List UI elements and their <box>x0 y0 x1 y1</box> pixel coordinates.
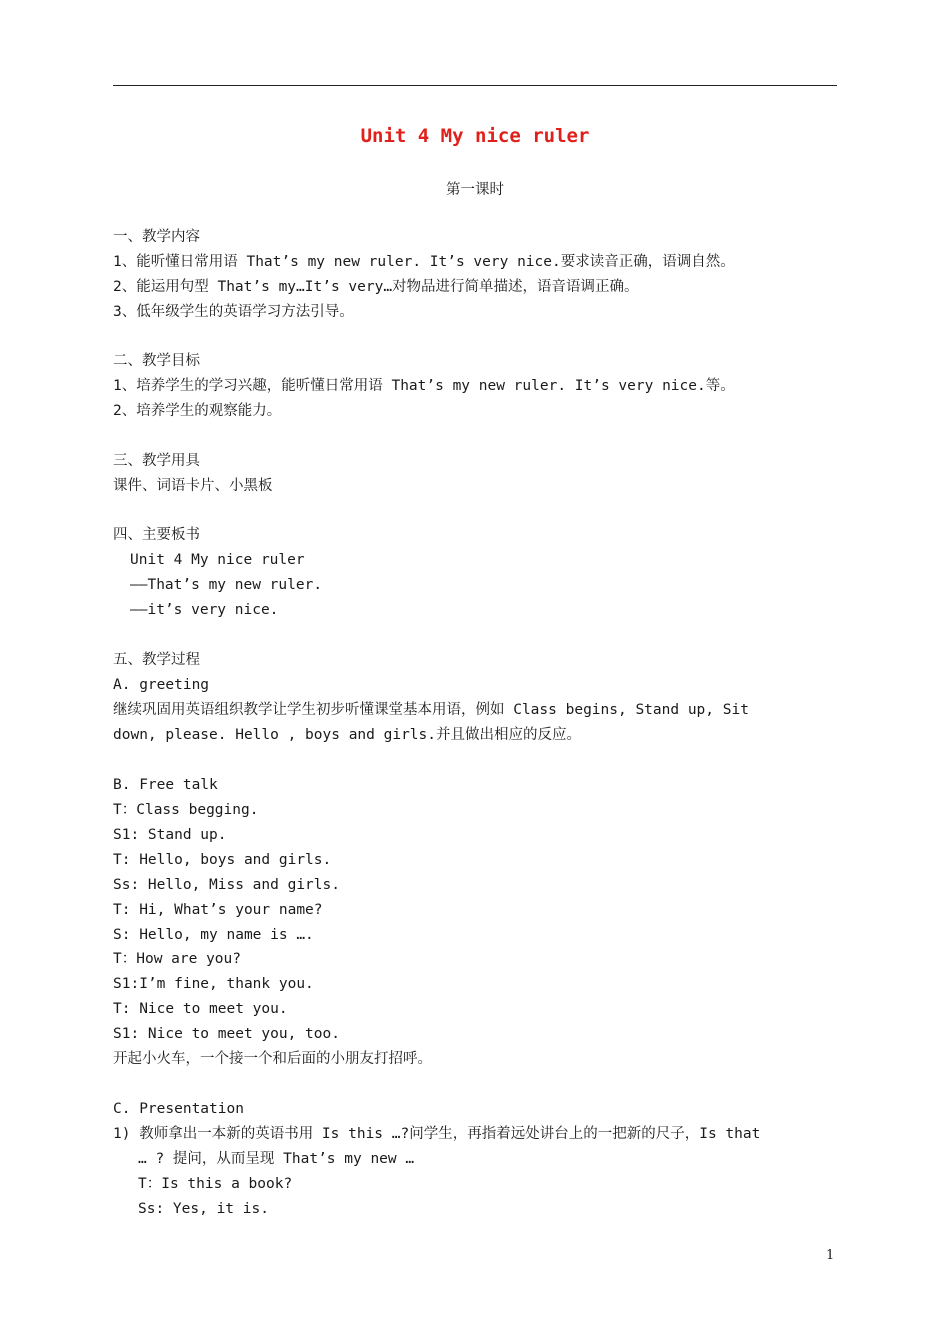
dialog-line: T：Is this a book? <box>138 1176 293 1192</box>
paragraph-line: 继续巩固用英语组织教学让学生初步听懂课堂基本用语，例如 Class begins, Stand up, Sit <box>113 702 749 718</box>
tools-text: 课件、词语卡片、小黑板 <box>113 478 273 494</box>
board-line: ——That’s my new ruler. <box>130 577 323 593</box>
paragraph-line: 1) 教师拿出一本新的英语书用 Is this …?问学生，再指着远处讲台上的一把新的尺子，Is that <box>113 1126 761 1142</box>
paragraph-line: 开起小火车，一个接一个和后面的小朋友打招呼。 <box>113 1051 432 1067</box>
paragraph-line: down, please. Hello , boys and girls.并且做出相应的反应。 <box>113 727 581 743</box>
dialog-line: S1: Stand up. <box>113 827 227 843</box>
step-label: C. Presentation <box>113 1101 244 1117</box>
dialog-line: S1:I’m fine, thank you. <box>113 976 314 992</box>
dialog-line: T：Class begging. <box>113 802 259 818</box>
section-heading: 三、教学用具 <box>113 453 200 469</box>
list-item: 3、低年级学生的英语学习方法引导。 <box>113 304 354 320</box>
section-heading: 四、主要板书 <box>113 527 200 543</box>
dialog-line: T: Hi, What’s your name? <box>113 902 323 918</box>
list-item: 2、能运用句型 That’s my…It’s very…对物品进行简单描述，语音语调正确。 <box>113 279 639 295</box>
list-item: 1、培养学生的学习兴趣，能听懂日常用语 That’s my new ruler. It’s very nice.等。 <box>113 378 735 394</box>
section-heading: 五、教学过程 <box>113 652 200 668</box>
lesson-subtitle: 第一课时 <box>446 182 504 198</box>
dialog-line: T: Nice to meet you. <box>113 1001 288 1017</box>
list-item: 1、能听懂日常用语 That’s my new ruler. It’s very nice.要求读音正确，语调自然。 <box>113 254 735 270</box>
section-heading: 一、教学内容 <box>113 229 200 245</box>
dialog-line: S: Hello, my name is …. <box>113 927 314 943</box>
dialog-line: Ss: Hello, Miss and girls. <box>113 877 340 893</box>
dialog-line: Ss: Yes, it is. <box>138 1201 269 1217</box>
board-line: ——it’s very nice. <box>130 602 279 618</box>
header-rule <box>113 85 837 86</box>
paragraph-line: … ? 提问，从而呈现 That’s my new … <box>138 1151 415 1167</box>
page-title: Unit 4 My nice ruler <box>360 125 590 147</box>
board-line: Unit 4 My nice ruler <box>130 552 305 568</box>
section-heading: 二、教学目标 <box>113 353 200 369</box>
dialog-line: T: Hello, boys and girls. <box>113 852 332 868</box>
page-number: 1 <box>826 1248 835 1263</box>
dialog-line: T：How are you? <box>113 951 241 967</box>
step-label: A. greeting <box>113 677 210 693</box>
step-label: B. Free talk <box>113 777 218 793</box>
list-item: 2、培养学生的观察能力。 <box>113 403 282 419</box>
dialog-line: S1: Nice to meet you, too. <box>113 1026 340 1042</box>
